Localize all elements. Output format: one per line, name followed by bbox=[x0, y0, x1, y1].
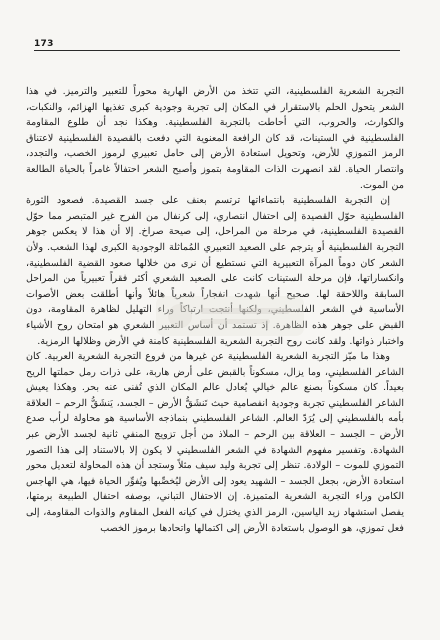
paragraph-2: إن التجربة الفلسطينية بانتماءاتها ترتسم بعنف على جسد القصيدة. فصعود الثورة الفلسطينية حوّل القصيدة إلى احتفال انتصاري، إلى كرنفال من الفرح غير المتبصر مما حوّل القصيدة الفلسطينية، في مرحلة من المراحل، إلى صيحة صراخ. إلا أن هذا لا يعكس جوهر التجربة الفلسطينية أو يترجم على الصعيد التعبيري المُماثلة الوجودية الكبرى لهذا الشعب. ولأن الشعر كان دوماً المرآة التعبيرية التي نستطيع أن نرى من خلالها صعود القضية الفلسطينية، وانكساراتها، فإن مرحلة الستينات كانت على الصعيد الشعري أكثر فقراً تعبيرياً من المراحل السابقة واللاحقة لها. صحيح أنها شهدت انفجاراً شعرياً هائلاً وأنها أطلقت بعض الأصوات الأساسية في الشعر الفلسطيني، ولكنها أنتجت ارتباكاً وراء التهليل لظاهرة المقاومة، دون القبض على جوهر هذه الظاهرة. إذ تستمد أن أساس التعبير الشعري هو امتحان روح الأشياء واختبار ذواتها. ولقد كانت روح التجربة الشعرية الفلسطينية كامنة في الأرض وظلالها الرمزية. bbox=[26, 195, 404, 347]
page-body bbox=[26, 84, 404, 632]
header-rule bbox=[34, 50, 400, 51]
paragraph-3: وهذا ما ميّز التجربة الشعرية الفلسطينية عن غيرها من فروع التجربة الشعرية العربية. كان الشاعر الفلسطيني، وما يزال، مسكوناً بالقبض على أرض هاربة، على ذرات رمل حملتها الريح بعيداً. كان مسكوناً بصنع عالم خيالي يُعادل عالم المكان الذي تُفنى عنه بحر. وهكذا يعيش الشاعر الفلسطيني تجربة وجودية انفصامية حيث تَنشَقُّ الأرض – الجسد، يَنشَقُّ الرحم – العلاقة بأمه بالفلسطيني إلى يُرَدّ العالم. الشاعر الفلسطيني بنماذجه الأساسية هو محاولة لرأب صدع الأرض – الجسد – العلاقة بين الرحم – الملاذ من أجل تزويج المنفي ثانية لجسد الأرض عبر الشهادة. وتفسير مفهوم الشهادة في الشعر الفلسطيني لا يكون إلا بالاستناد إلى هذا التصور التموزي للموت – الولادة. تنظر إلى تجربة وليد سيف مثلاً وستجد أن هذه المحاولة لتعديل محور استعادة الأرض، بجعل الجسد – الشهيد يعود إلى الأرض ليُخصِّبها ويُفوِّر الحياة فيها، هي الهاجس الكامن وراء التجربة الشعرية المتميزة. إن الاحتفال التباني، بوصفه احتفال الطبيعة برمتها، يفصل استشهاد زيد الياسين، الرمز الذي يختزل في كيانه الفعل المقاوم والذوات المقاومة، إلى فعل تموزي، هو الوصول باستعادة الأرض إلى اكتمالها واتحادها برموز الخصب bbox=[26, 351, 404, 534]
page-number: 173 bbox=[34, 39, 54, 49]
paragraph-1: التجربة الشعرية الفلسطينية، التي تتخذ من الأرض الهارية محوراً للتعبير والترميز. في هذا الشعر يتحول الحلم بالاستقرار في المكان إلى تجربة وجودية كبرى تغذيها الهزائم، والنكبات، والكوارث، والحروب، التي أحاطت بالتجربة الفلسطينية. وهكذا نجد أن طلوع المقاومة الفلسطينية في الستينات، قد كان الرافعة المعنوية التي دفعت بالقصيدة الفلسطينية لاعتناق الرمز التموزي للأرض، وتحويل استعادة الأرض إلى حامل تعبيري لرموز الخصب، والتجدد، وانتصار الحياة. لقد انصهرت الذات المقاومة بتموز وأصبح الشعر احتفالاً غامراً بالحياة الطالعة من الموت. bbox=[26, 86, 404, 191]
